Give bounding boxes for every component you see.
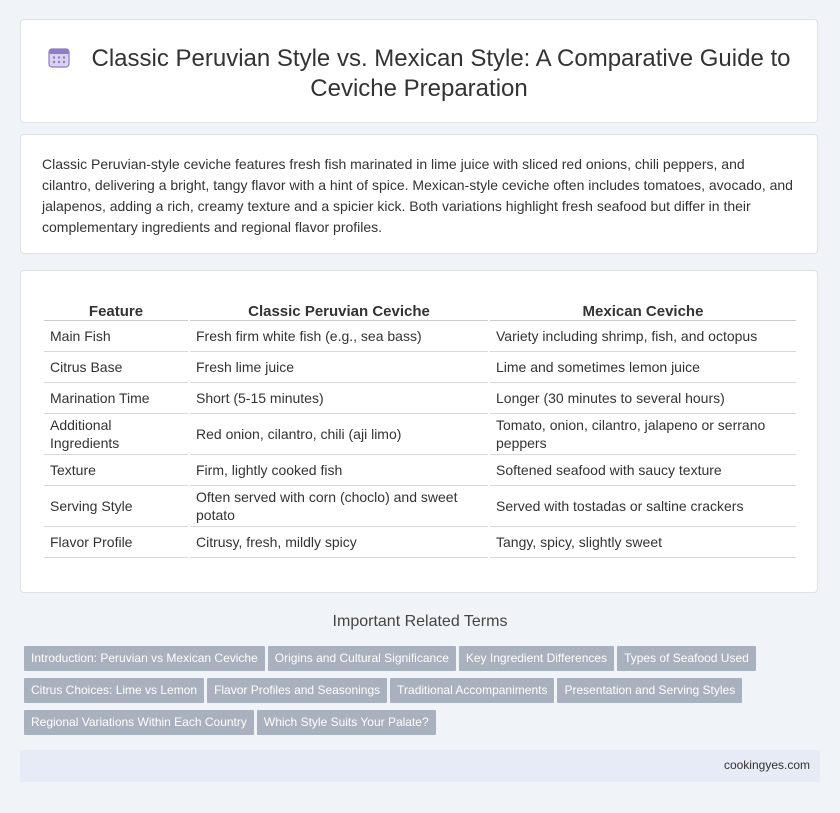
tag-presentation[interactable]: Presentation and Serving Styles	[557, 678, 742, 703]
cell-peruvian: Fresh lime juice	[190, 352, 488, 383]
cell-feature: Main Fish	[44, 321, 188, 352]
table-row	[44, 383, 796, 414]
tag-citrus-choices[interactable]: Citrus Choices: Lime vs Lemon	[24, 678, 204, 703]
cell-feature: Citrus Base	[44, 352, 188, 383]
table-row	[44, 414, 796, 455]
table-row	[44, 455, 796, 486]
tag-row	[24, 678, 745, 703]
cell-mexican: Lime and sometimes lemon juice	[490, 352, 796, 383]
cell-peruvian: Red onion, cilantro, chili (aji limo)	[190, 414, 488, 455]
cell-mexican: Tangy, spicy, slightly sweet	[490, 527, 796, 558]
cell-mexican: Softened seafood with saucy texture	[490, 455, 796, 486]
intro-card	[20, 134, 818, 254]
calendar-icon	[48, 46, 70, 68]
tag-introduction[interactable]: Introduction: Peruvian vs Mexican Ceviche	[24, 646, 265, 671]
tag-key-ingredients[interactable]: Key Ingredient Differences	[459, 646, 614, 671]
page-title	[21, 44, 817, 104]
header-feature: Feature	[44, 294, 188, 321]
tag-origins[interactable]: Origins and Cultural Significance	[268, 646, 456, 671]
cell-feature: Marination Time	[44, 383, 188, 414]
related-terms-title: Important Related Terms	[332, 613, 508, 630]
header-mexican: Mexican Ceviche	[490, 294, 796, 321]
cell-feature: Additional Ingredients	[44, 414, 188, 455]
cell-mexican: Variety including shrimp, fish, and octopus	[490, 321, 796, 352]
page-title-line-2: Ceviche Preparation	[310, 75, 528, 102]
cell-mexican: Longer (30 minutes to several hours)	[490, 383, 796, 414]
tag-accompaniments[interactable]: Traditional Accompaniments	[390, 678, 554, 703]
table-row	[44, 486, 796, 527]
comparison-card	[20, 270, 818, 593]
comparison-table	[42, 294, 798, 558]
cell-peruvian: Often served with corn (choclo) and sweet potato	[190, 486, 488, 527]
tag-which-style[interactable]: Which Style Suits Your Palate?	[257, 710, 436, 735]
header-peruvian: Classic Peruvian Ceviche	[190, 294, 488, 321]
table-row	[44, 352, 796, 383]
cell-peruvian: Citrusy, fresh, mildly spicy	[190, 527, 488, 558]
cell-peruvian: Fresh firm white fish (e.g., sea bass)	[190, 321, 488, 352]
page-title-line-1: Classic Peruvian Style vs. Mexican Style: A Comparative Guide to	[91, 45, 791, 72]
intro-paragraph: Classic Peruvian-style ceviche features fresh fish marinated in lime juice with sliced red onions, chili peppers, and cilantro, delivering a bright, tangy flavor with a hint of spice. Mexican-style ceviche often includes tomatoes, avocado, and jalapenos, adding a rich, creamy texture and a spicier kick. Both variations highlight fresh seafood but differ in their complementary ingredients and regional flavor profiles.	[42, 156, 793, 235]
table-row	[44, 527, 796, 558]
tag-seafood-types[interactable]: Types of Seafood Used	[617, 646, 756, 671]
cell-feature: Texture	[44, 455, 188, 486]
cell-mexican: Served with tostadas or saltine crackers	[490, 486, 796, 527]
table-header-row	[44, 294, 796, 321]
cell-mexican: Tomato, onion, cilantro, jalapeno or serrano peppers	[490, 414, 796, 455]
table-row	[44, 321, 796, 352]
tag-regional-variations[interactable]: Regional Variations Within Each Country	[24, 710, 254, 735]
footer-site-link[interactable]: cookingyes.com	[723, 758, 810, 772]
cell-peruvian: Firm, lightly cooked fish	[190, 455, 488, 486]
tag-row	[24, 710, 439, 735]
tag-flavor-profiles[interactable]: Flavor Profiles and Seasonings	[207, 678, 387, 703]
tag-row	[24, 646, 759, 671]
cell-feature: Serving Style	[44, 486, 188, 527]
footer	[20, 750, 820, 782]
cell-peruvian: Short (5-15 minutes)	[190, 383, 488, 414]
cell-feature: Flavor Profile	[44, 527, 188, 558]
title-card	[20, 19, 818, 123]
